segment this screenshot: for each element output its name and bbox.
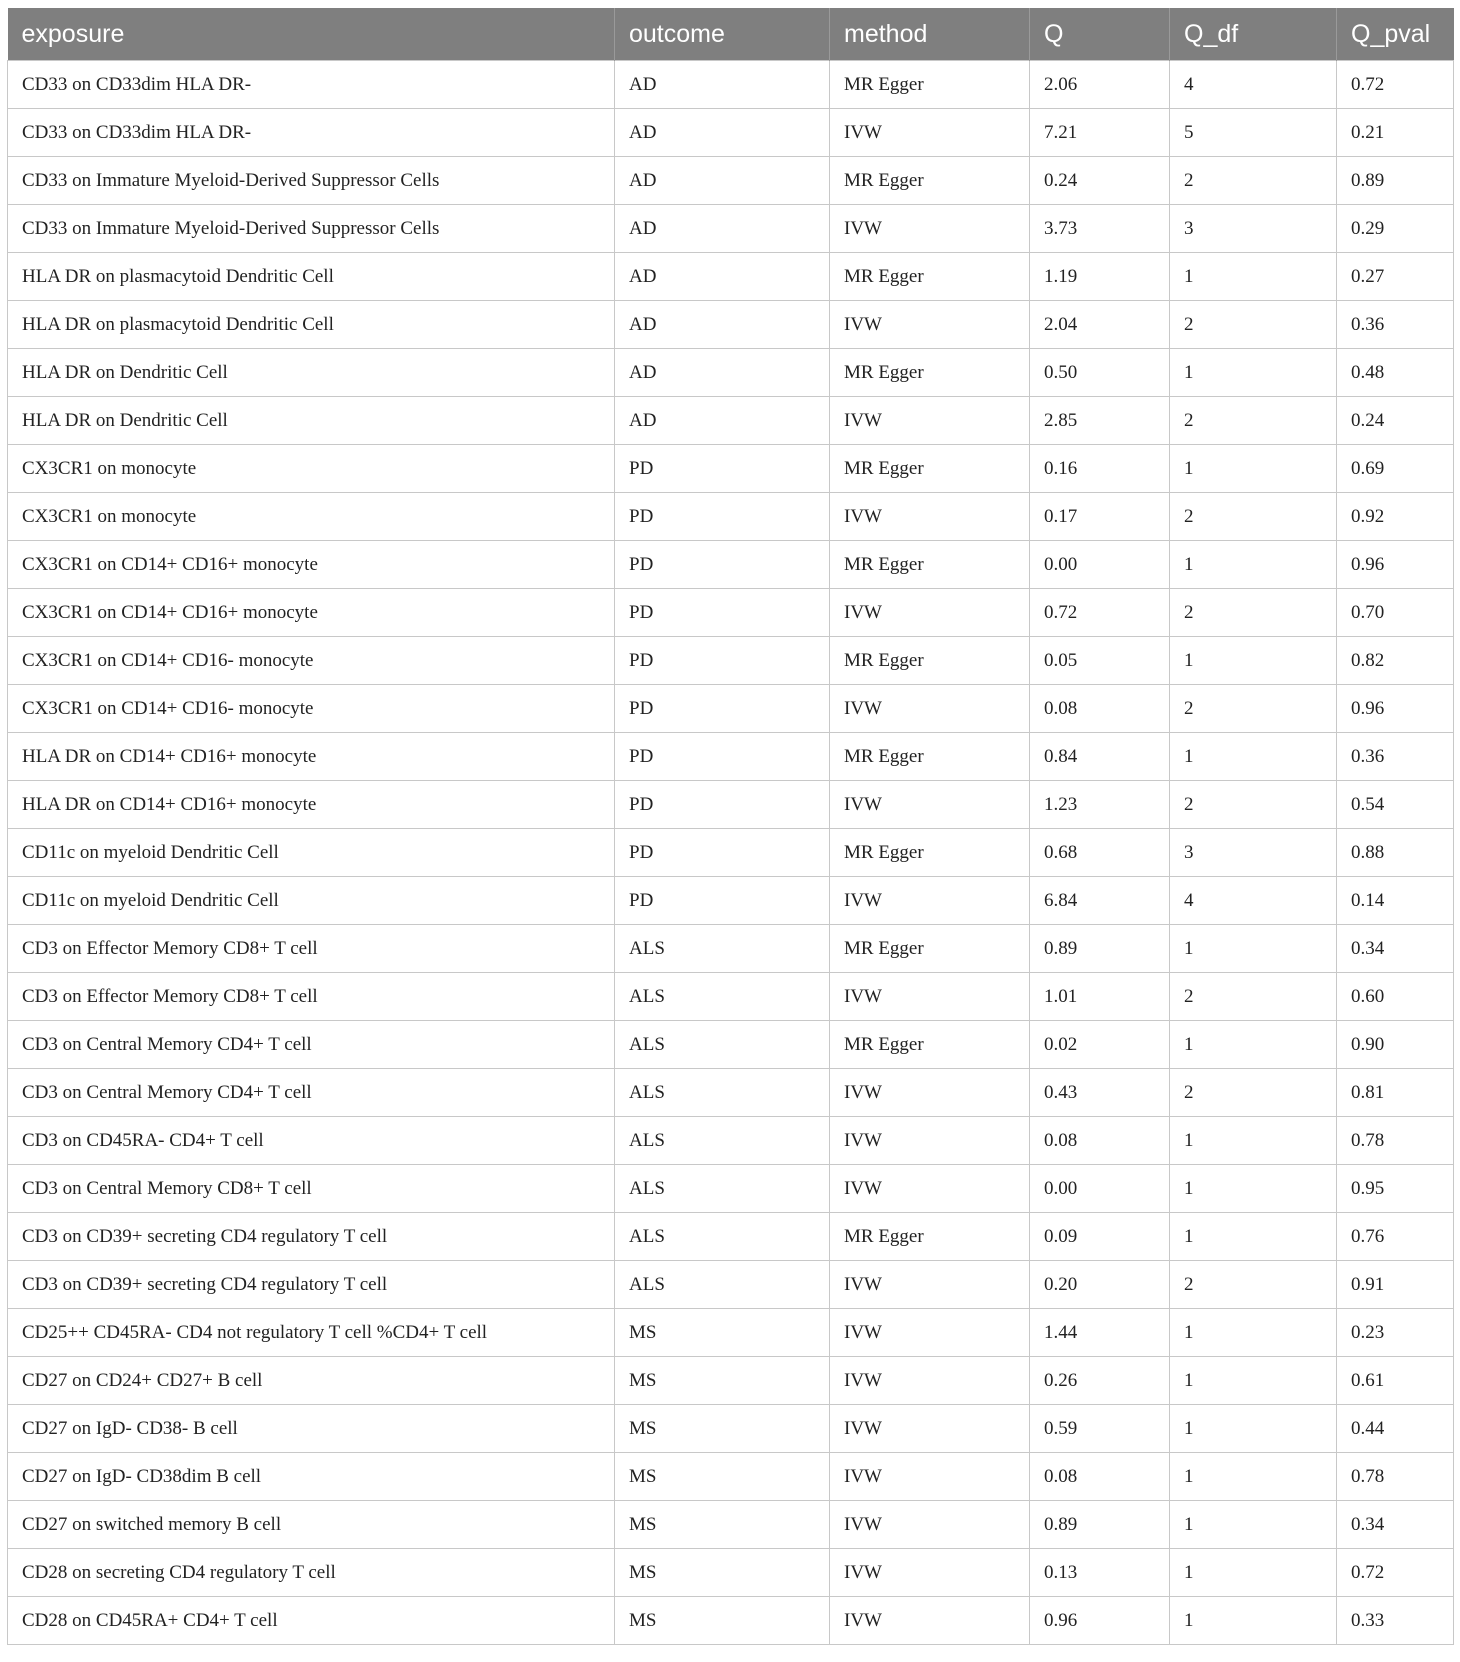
cell-outcome: MS — [615, 1405, 830, 1453]
cell-q: 0.00 — [1030, 1165, 1170, 1213]
cell-exposure: CD27 on IgD- CD38dim B cell — [8, 1453, 615, 1501]
cell-outcome: AD — [615, 397, 830, 445]
table-row — [8, 1165, 1454, 1213]
table-row — [8, 1069, 1454, 1117]
cell-q-pval: 0.27 — [1337, 253, 1454, 301]
cell-q: 0.96 — [1030, 1597, 1170, 1645]
cell-exposure: CD27 on CD24+ CD27+ B cell — [8, 1357, 615, 1405]
cell-q: 0.16 — [1030, 445, 1170, 493]
cell-q-pval: 0.90 — [1337, 1021, 1454, 1069]
cell-q-pval: 0.14 — [1337, 877, 1454, 925]
cell-q-pval: 0.72 — [1337, 61, 1454, 109]
cell-method: IVW — [830, 1069, 1030, 1117]
cell-q-df: 1 — [1170, 1213, 1337, 1261]
cell-q-pval: 0.54 — [1337, 781, 1454, 829]
cell-exposure: CX3CR1 on monocyte — [8, 445, 615, 493]
cell-q-df: 1 — [1170, 1405, 1337, 1453]
cell-method: IVW — [830, 1357, 1030, 1405]
cell-exposure: HLA DR on Dendritic Cell — [8, 397, 615, 445]
cell-outcome: MS — [615, 1549, 830, 1597]
cell-outcome: PD — [615, 781, 830, 829]
cell-q: 2.06 — [1030, 61, 1170, 109]
cell-q: 0.00 — [1030, 541, 1170, 589]
cell-outcome: MS — [615, 1501, 830, 1549]
cell-outcome: MS — [615, 1357, 830, 1405]
cell-q-df: 1 — [1170, 1453, 1337, 1501]
cell-outcome: ALS — [615, 1213, 830, 1261]
cell-q-df: 1 — [1170, 1597, 1337, 1645]
cell-outcome: MS — [615, 1309, 830, 1357]
cell-method: IVW — [830, 1549, 1030, 1597]
cell-q-pval: 0.96 — [1337, 541, 1454, 589]
cell-q-pval: 0.33 — [1337, 1597, 1454, 1645]
cell-q: 2.04 — [1030, 301, 1170, 349]
cell-exposure: CD3 on Central Memory CD8+ T cell — [8, 1165, 615, 1213]
cell-q-pval: 0.34 — [1337, 925, 1454, 973]
cell-exposure: CD3 on Effector Memory CD8+ T cell — [8, 925, 615, 973]
table-row — [8, 493, 1454, 541]
cell-q-df: 2 — [1170, 397, 1337, 445]
cell-outcome: AD — [615, 253, 830, 301]
column-header-q-pval: Q_pval — [1337, 8, 1454, 61]
table-row — [8, 1501, 1454, 1549]
cell-outcome: AD — [615, 301, 830, 349]
cell-q-df: 2 — [1170, 301, 1337, 349]
cell-q-df: 2 — [1170, 973, 1337, 1021]
cell-q-df: 4 — [1170, 61, 1337, 109]
cell-q-pval: 0.72 — [1337, 1549, 1454, 1597]
cell-q-pval: 0.24 — [1337, 397, 1454, 445]
cell-q-df: 1 — [1170, 541, 1337, 589]
cell-outcome: PD — [615, 733, 830, 781]
cell-outcome: AD — [615, 349, 830, 397]
cell-outcome: PD — [615, 829, 830, 877]
cell-q-pval: 0.89 — [1337, 157, 1454, 205]
cell-q-pval: 0.23 — [1337, 1309, 1454, 1357]
cell-method: IVW — [830, 397, 1030, 445]
cell-q: 0.08 — [1030, 1117, 1170, 1165]
cell-q-pval: 0.95 — [1337, 1165, 1454, 1213]
cell-method: MR Egger — [830, 829, 1030, 877]
table-row — [8, 589, 1454, 637]
cell-q: 0.59 — [1030, 1405, 1170, 1453]
cell-exposure: CX3CR1 on CD14+ CD16- monocyte — [8, 685, 615, 733]
cell-outcome: MS — [615, 1597, 830, 1645]
cell-outcome: ALS — [615, 1117, 830, 1165]
cell-q-df: 1 — [1170, 1357, 1337, 1405]
cell-outcome: PD — [615, 637, 830, 685]
cell-outcome: AD — [615, 205, 830, 253]
cell-q: 0.17 — [1030, 493, 1170, 541]
table-row — [8, 1357, 1454, 1405]
cell-exposure: CD27 on IgD- CD38- B cell — [8, 1405, 615, 1453]
cell-q-df: 2 — [1170, 493, 1337, 541]
cell-q: 0.20 — [1030, 1261, 1170, 1309]
cell-q-pval: 0.70 — [1337, 589, 1454, 637]
cell-q: 1.01 — [1030, 973, 1170, 1021]
table-row — [8, 349, 1454, 397]
cell-method: MR Egger — [830, 733, 1030, 781]
header-row — [8, 8, 1454, 61]
cell-exposure: HLA DR on CD14+ CD16+ monocyte — [8, 733, 615, 781]
cell-exposure: CD11c on myeloid Dendritic Cell — [8, 877, 615, 925]
cell-q-df: 1 — [1170, 1309, 1337, 1357]
cell-method: IVW — [830, 1501, 1030, 1549]
cell-q-df: 2 — [1170, 781, 1337, 829]
cell-method: MR Egger — [830, 925, 1030, 973]
column-header-q: Q — [1030, 8, 1170, 61]
table-header — [8, 8, 1454, 61]
cell-q: 0.26 — [1030, 1357, 1170, 1405]
cell-outcome: ALS — [615, 973, 830, 1021]
cell-q-df: 1 — [1170, 1117, 1337, 1165]
cell-exposure: CD3 on Central Memory CD4+ T cell — [8, 1069, 615, 1117]
table-row — [8, 1405, 1454, 1453]
cell-method: IVW — [830, 1453, 1030, 1501]
cell-method: IVW — [830, 1117, 1030, 1165]
cell-outcome: AD — [615, 109, 830, 157]
cell-method: IVW — [830, 1261, 1030, 1309]
cell-q-df: 5 — [1170, 109, 1337, 157]
table-row — [8, 781, 1454, 829]
cell-method: IVW — [830, 589, 1030, 637]
cell-q: 0.89 — [1030, 1501, 1170, 1549]
cell-exposure: CD3 on Effector Memory CD8+ T cell — [8, 973, 615, 1021]
cell-q-df: 1 — [1170, 253, 1337, 301]
cell-exposure: CD33 on CD33dim HLA DR- — [8, 109, 615, 157]
cell-q-pval: 0.34 — [1337, 1501, 1454, 1549]
cell-method: IVW — [830, 973, 1030, 1021]
cell-q-df: 2 — [1170, 685, 1337, 733]
cell-outcome: PD — [615, 877, 830, 925]
cell-exposure: CD3 on CD39+ secreting CD4 regulatory T cell — [8, 1213, 615, 1261]
cell-q: 0.05 — [1030, 637, 1170, 685]
column-header-exposure: exposure — [8, 8, 615, 61]
cell-method: MR Egger — [830, 445, 1030, 493]
table-row — [8, 1309, 1454, 1357]
cell-q-pval: 0.82 — [1337, 637, 1454, 685]
cell-q-df: 2 — [1170, 157, 1337, 205]
cell-outcome: ALS — [615, 1021, 830, 1069]
cell-outcome: PD — [615, 493, 830, 541]
cell-method: MR Egger — [830, 637, 1030, 685]
cell-q-df: 1 — [1170, 1021, 1337, 1069]
cell-q-pval: 0.78 — [1337, 1453, 1454, 1501]
cell-exposure: CD3 on CD39+ secreting CD4 regulatory T cell — [8, 1261, 615, 1309]
cell-exposure: HLA DR on plasmacytoid Dendritic Cell — [8, 301, 615, 349]
cell-outcome: ALS — [615, 1165, 830, 1213]
cell-q: 3.73 — [1030, 205, 1170, 253]
table-row — [8, 637, 1454, 685]
table-row — [8, 733, 1454, 781]
cell-q-df: 1 — [1170, 637, 1337, 685]
cell-q-pval: 0.44 — [1337, 1405, 1454, 1453]
table-row — [8, 397, 1454, 445]
cell-q-pval: 0.81 — [1337, 1069, 1454, 1117]
cell-outcome: ALS — [615, 925, 830, 973]
cell-outcome: PD — [615, 589, 830, 637]
cell-q: 0.08 — [1030, 1453, 1170, 1501]
cell-q-pval: 0.91 — [1337, 1261, 1454, 1309]
table-row — [8, 109, 1454, 157]
column-header-outcome: outcome — [615, 8, 830, 61]
cell-exposure: HLA DR on Dendritic Cell — [8, 349, 615, 397]
cell-exposure: CD11c on myeloid Dendritic Cell — [8, 829, 615, 877]
cell-method: IVW — [830, 781, 1030, 829]
cell-q-df: 1 — [1170, 1501, 1337, 1549]
cell-outcome: AD — [615, 61, 830, 109]
cell-q: 0.50 — [1030, 349, 1170, 397]
cell-q-df: 3 — [1170, 205, 1337, 253]
cell-q-pval: 0.69 — [1337, 445, 1454, 493]
table-row — [8, 877, 1454, 925]
cell-exposure: CD3 on Central Memory CD4+ T cell — [8, 1021, 615, 1069]
cell-q: 6.84 — [1030, 877, 1170, 925]
cell-q: 0.08 — [1030, 685, 1170, 733]
table-row — [8, 1261, 1454, 1309]
cell-method: IVW — [830, 493, 1030, 541]
cell-exposure: CD27 on switched memory B cell — [8, 1501, 615, 1549]
table-row — [8, 685, 1454, 733]
cell-q-pval: 0.36 — [1337, 301, 1454, 349]
table-row — [8, 1453, 1454, 1501]
cell-exposure: CD28 on CD45RA+ CD4+ T cell — [8, 1597, 615, 1645]
cell-q: 0.24 — [1030, 157, 1170, 205]
cell-method: IVW — [830, 109, 1030, 157]
table-row — [8, 253, 1454, 301]
table-row — [8, 301, 1454, 349]
cell-outcome: PD — [615, 685, 830, 733]
cell-method: IVW — [830, 1309, 1030, 1357]
cell-q: 7.21 — [1030, 109, 1170, 157]
cell-method: MR Egger — [830, 1213, 1030, 1261]
cell-exposure: CD28 on secreting CD4 regulatory T cell — [8, 1549, 615, 1597]
cell-method: IVW — [830, 301, 1030, 349]
column-header-method: method — [830, 8, 1030, 61]
cell-q-pval: 0.29 — [1337, 205, 1454, 253]
cell-method: MR Egger — [830, 61, 1030, 109]
cell-exposure: CD33 on Immature Myeloid-Derived Suppressor Cells — [8, 205, 615, 253]
cell-q-df: 2 — [1170, 1261, 1337, 1309]
cell-q-df: 4 — [1170, 877, 1337, 925]
cell-q-df: 1 — [1170, 733, 1337, 781]
cell-q-df: 1 — [1170, 445, 1337, 493]
cell-q: 1.44 — [1030, 1309, 1170, 1357]
cell-outcome: MS — [615, 1453, 830, 1501]
column-header-q-df: Q_df — [1170, 8, 1337, 61]
cell-method: IVW — [830, 1597, 1030, 1645]
cell-q-pval: 0.60 — [1337, 973, 1454, 1021]
cell-q: 0.68 — [1030, 829, 1170, 877]
cell-q: 1.19 — [1030, 253, 1170, 301]
cell-exposure: HLA DR on plasmacytoid Dendritic Cell — [8, 253, 615, 301]
table-row — [8, 61, 1454, 109]
cell-q: 2.85 — [1030, 397, 1170, 445]
cell-exposure: CX3CR1 on CD14+ CD16+ monocyte — [8, 541, 615, 589]
table-row — [8, 1021, 1454, 1069]
cell-outcome: ALS — [615, 1069, 830, 1117]
cell-outcome: ALS — [615, 1261, 830, 1309]
cell-q-df: 2 — [1170, 589, 1337, 637]
table-row — [8, 1597, 1454, 1645]
table-container — [7, 8, 1453, 1645]
table-row — [8, 1117, 1454, 1165]
cell-q-pval: 0.78 — [1337, 1117, 1454, 1165]
cell-method: IVW — [830, 877, 1030, 925]
cell-q-pval: 0.96 — [1337, 685, 1454, 733]
table-row — [8, 157, 1454, 205]
table-row — [8, 1213, 1454, 1261]
cell-exposure: CD3 on CD45RA- CD4+ T cell — [8, 1117, 615, 1165]
cell-method: IVW — [830, 1165, 1030, 1213]
cell-q-df: 2 — [1170, 1069, 1337, 1117]
cell-q-df: 3 — [1170, 829, 1337, 877]
table-row — [8, 205, 1454, 253]
cell-q-df: 1 — [1170, 349, 1337, 397]
cell-exposure: CD25++ CD45RA- CD4 not regulatory T cell %CD4+ T cell — [8, 1309, 615, 1357]
cell-q-pval: 0.21 — [1337, 109, 1454, 157]
heterogeneity-table — [7, 8, 1454, 1645]
cell-q: 0.43 — [1030, 1069, 1170, 1117]
cell-outcome: PD — [615, 445, 830, 493]
cell-method: MR Egger — [830, 349, 1030, 397]
cell-exposure: CD33 on Immature Myeloid-Derived Suppressor Cells — [8, 157, 615, 205]
cell-method: IVW — [830, 205, 1030, 253]
table-row — [8, 829, 1454, 877]
cell-exposure: CX3CR1 on monocyte — [8, 493, 615, 541]
cell-q: 1.23 — [1030, 781, 1170, 829]
cell-method: MR Egger — [830, 157, 1030, 205]
cell-method: MR Egger — [830, 541, 1030, 589]
cell-outcome: AD — [615, 157, 830, 205]
cell-outcome: PD — [615, 541, 830, 589]
cell-exposure: HLA DR on CD14+ CD16+ monocyte — [8, 781, 615, 829]
cell-q-pval: 0.61 — [1337, 1357, 1454, 1405]
cell-q-df: 1 — [1170, 925, 1337, 973]
table-row — [8, 1549, 1454, 1597]
table-row — [8, 925, 1454, 973]
table-row — [8, 973, 1454, 1021]
cell-method: IVW — [830, 685, 1030, 733]
cell-q-df: 1 — [1170, 1549, 1337, 1597]
cell-exposure: CX3CR1 on CD14+ CD16- monocyte — [8, 637, 615, 685]
cell-q: 0.13 — [1030, 1549, 1170, 1597]
cell-q: 0.09 — [1030, 1213, 1170, 1261]
cell-q-pval: 0.92 — [1337, 493, 1454, 541]
cell-q: 0.02 — [1030, 1021, 1170, 1069]
cell-exposure: CD33 on CD33dim HLA DR- — [8, 61, 615, 109]
cell-q: 0.89 — [1030, 925, 1170, 973]
table-row — [8, 541, 1454, 589]
cell-method: MR Egger — [830, 1021, 1030, 1069]
cell-q-pval: 0.76 — [1337, 1213, 1454, 1261]
cell-method: IVW — [830, 1405, 1030, 1453]
table-row — [8, 445, 1454, 493]
cell-q: 0.84 — [1030, 733, 1170, 781]
cell-q-df: 1 — [1170, 1165, 1337, 1213]
cell-exposure: CX3CR1 on CD14+ CD16+ monocyte — [8, 589, 615, 637]
cell-q: 0.72 — [1030, 589, 1170, 637]
cell-q-pval: 0.88 — [1337, 829, 1454, 877]
cell-q-pval: 0.48 — [1337, 349, 1454, 397]
table-body — [8, 61, 1454, 1645]
cell-method: MR Egger — [830, 253, 1030, 301]
cell-q-pval: 0.36 — [1337, 733, 1454, 781]
